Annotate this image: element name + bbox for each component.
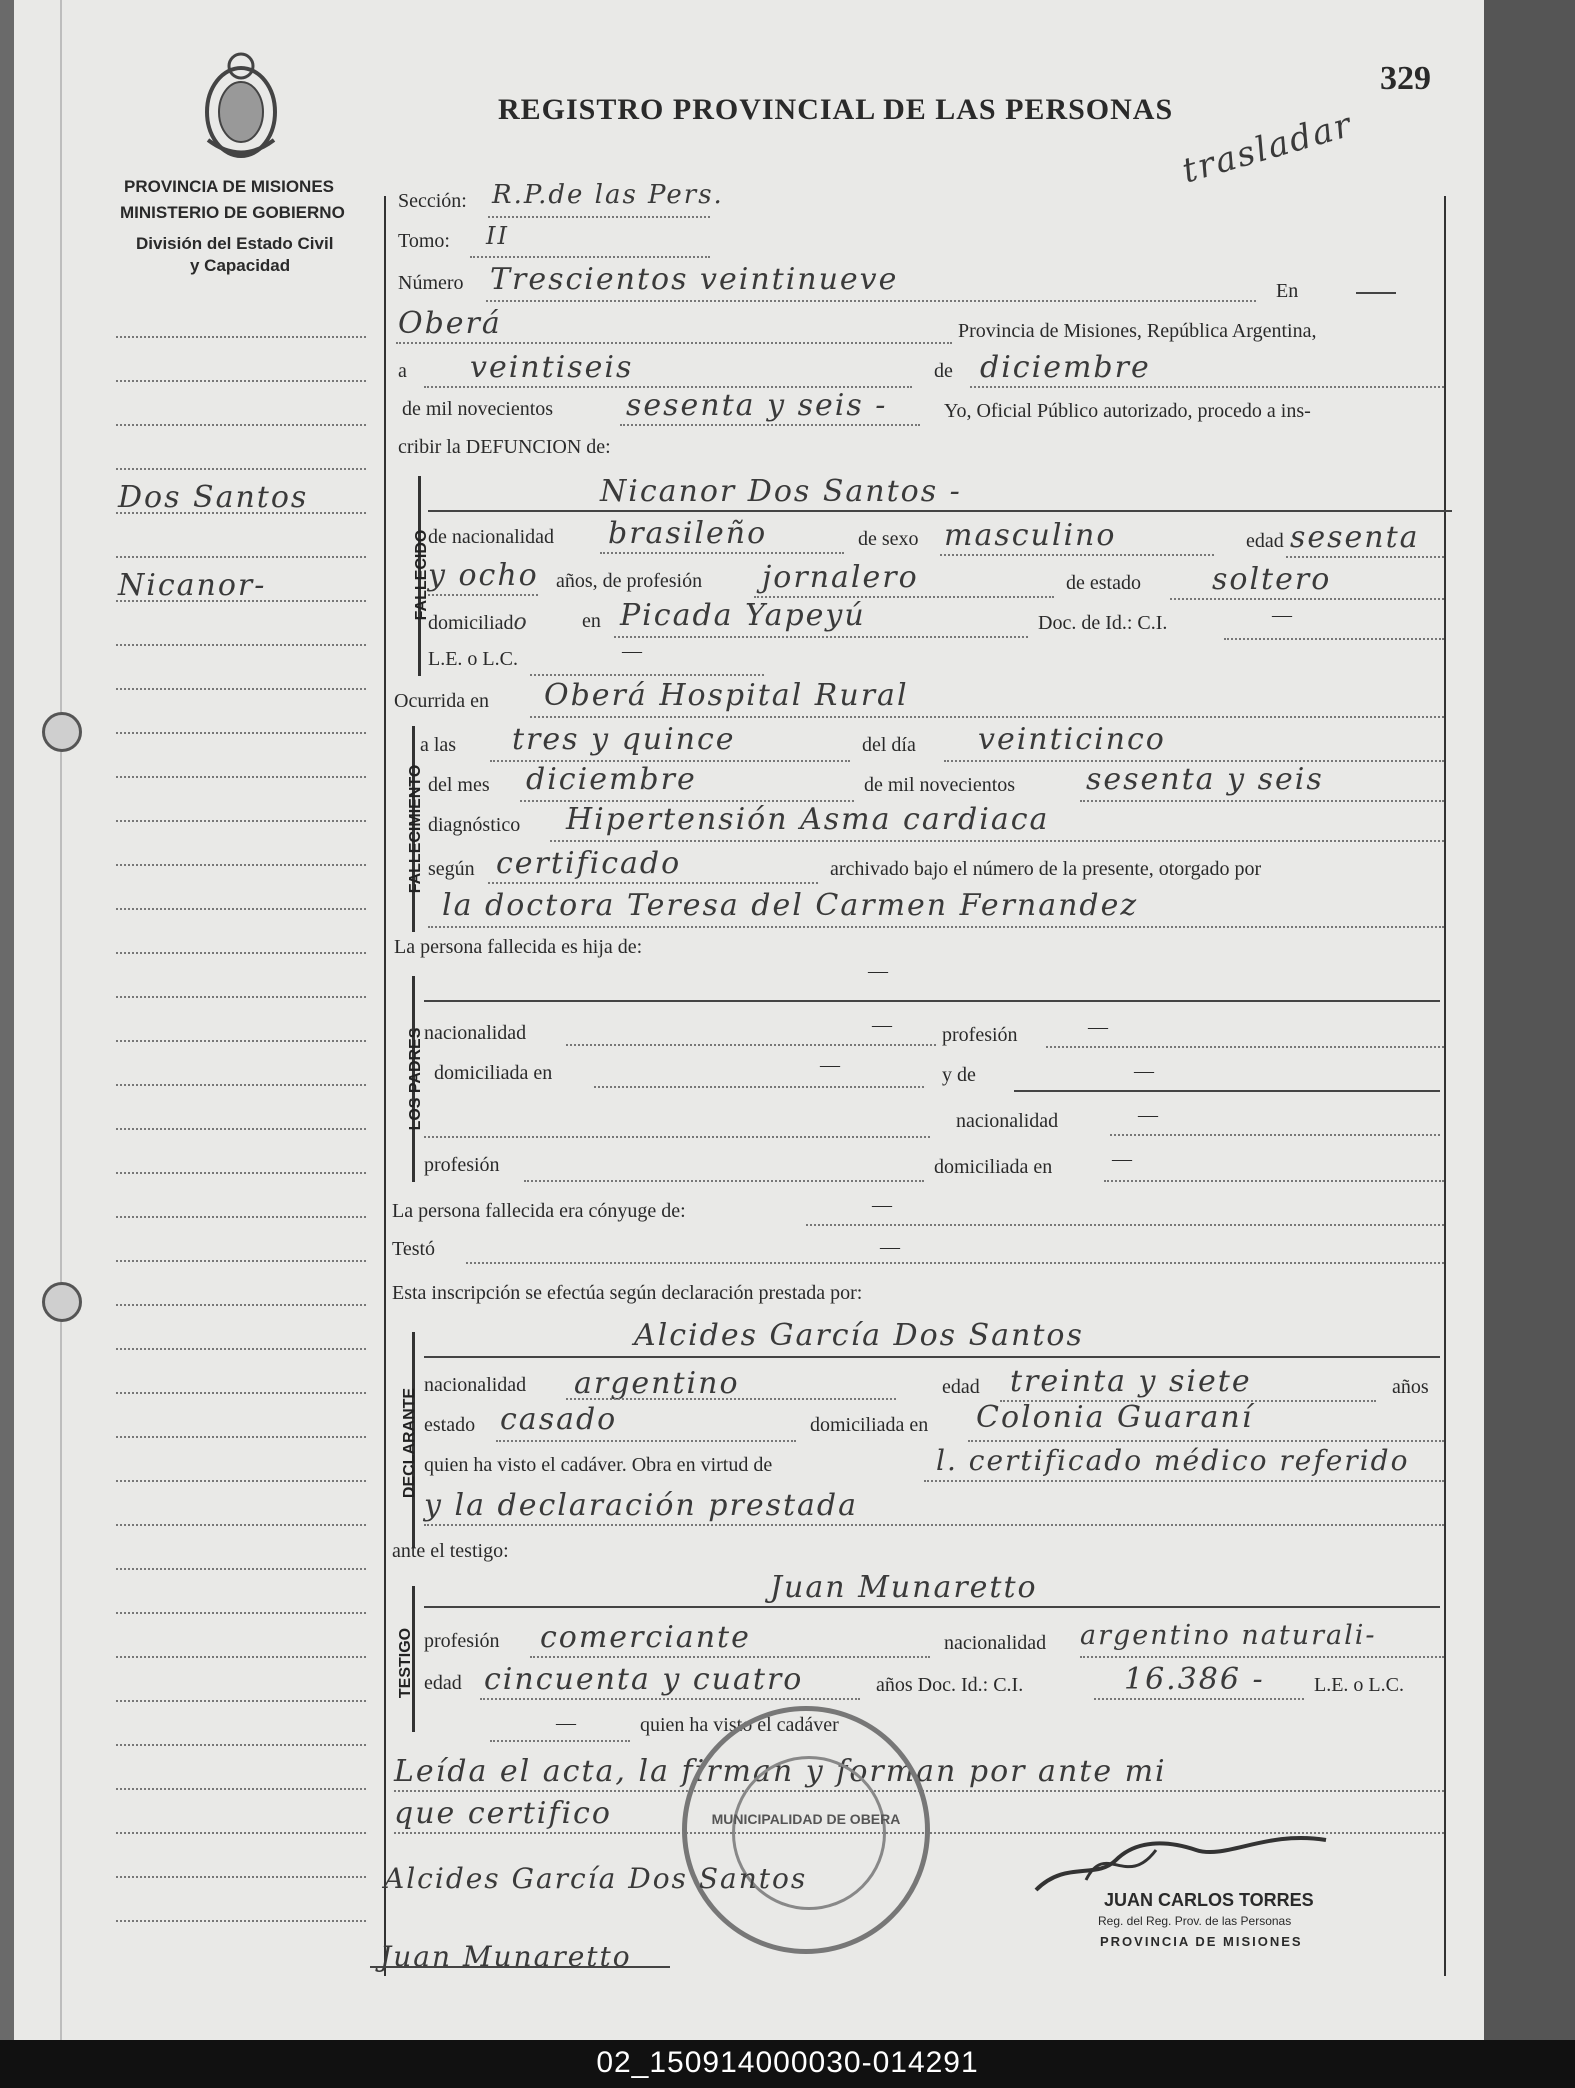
padre-profesion-dash: — <box>1088 1016 1108 1038</box>
ocurrida-line <box>530 716 1444 718</box>
conyuge-value: — <box>872 1194 892 1216</box>
declarante-obra-value: l. certificado médico referido <box>936 1444 1410 1477</box>
diagnostico-label: diagnóstico <box>428 814 521 836</box>
declarante-intro: Esta inscripción se efectúa según declaración prestada por: <box>392 1282 863 1304</box>
fallecido-edad-label: edad <box>1246 530 1284 552</box>
declarante-domicilio-line <box>968 1440 1444 1442</box>
otorgado-line <box>428 926 1444 928</box>
declarante-obra-line <box>924 1480 1444 1482</box>
testigo-profesion-line <box>530 1656 930 1658</box>
fallecido-domiciliad-suffix: o <box>513 610 529 635</box>
fallecido-estado-label: de estado <box>1066 572 1141 594</box>
padres-intro: La persona fallecida es hija de: <box>394 936 643 958</box>
binding-hole-icon <box>42 712 82 752</box>
madre-profesion-line <box>524 1180 924 1182</box>
declarante-obra-line-2 <box>424 1524 1444 1526</box>
tomo-line <box>470 256 710 258</box>
testigo-nacionalidad-label: nacionalidad <box>944 1632 1047 1654</box>
year-value: sesenta y seis - <box>626 388 888 423</box>
del-dia-label: del día <box>862 734 916 756</box>
fallecido-name: Nicanor Dos Santos - <box>600 474 962 509</box>
fallecido-le-value: — <box>622 640 642 662</box>
ministry-name: MINISTERIO DE GOBIERNO <box>120 203 345 222</box>
month-line <box>970 386 1444 388</box>
diagnostico-line <box>550 840 1444 842</box>
declarante-estado-value: casado <box>500 1402 618 1437</box>
testigo-edad-label: edad <box>424 1672 462 1694</box>
month-value: diciembre <box>980 350 1151 385</box>
fallecido-sexo-value: masculino <box>944 518 1117 553</box>
fallecido-domicilio-line <box>614 636 1028 638</box>
archivado-text: archivado bajo el número de la presente, otorgado por <box>830 858 1262 880</box>
page-title: REGISTRO PROVINCIAL DE LAS PERSONAS <box>498 93 1174 126</box>
numero-label: Número <box>398 272 464 294</box>
tomo-label: Tomo: <box>398 230 450 252</box>
declarante-obra-value-2: y la declaración prestada <box>424 1488 859 1523</box>
margin-surname: Dos Santos <box>118 480 309 515</box>
testigo-le-label: L.E. o L.C. <box>1314 1674 1404 1696</box>
declarante-estado-label: estado <box>424 1414 476 1436</box>
segun-value: certificado <box>496 846 682 881</box>
fallecido-sexo-line <box>940 554 1214 556</box>
testigo-nacionalidad-value: argentino naturali- <box>1080 1620 1377 1651</box>
declarante-name-line <box>424 1356 1440 1358</box>
mes-value: diciembre <box>526 762 697 797</box>
en-label: En <box>1276 280 1299 302</box>
fallecido-anos-profesion-label: años, de profesión <box>556 570 703 592</box>
numero-value: Trescientos veintinueve <box>490 262 899 297</box>
padre-domiciliada-label: domiciliada en <box>434 1062 553 1084</box>
closing-line-2: que certifico <box>394 1796 612 1831</box>
declarante-anos-label: años <box>1392 1376 1429 1398</box>
testigo-doc-line <box>1094 1698 1304 1700</box>
page-number: 329 <box>1380 60 1431 97</box>
year-label: de mil novecientos <box>402 398 554 420</box>
declarante-domiciliada-label: domiciliada en <box>810 1414 929 1436</box>
madre-blank-line <box>424 1136 930 1138</box>
padre-name-line <box>424 1000 1440 1002</box>
form-right-border <box>1444 196 1446 1976</box>
fallecido-domicilio-value: Picada Yapeyú <box>620 598 866 633</box>
testigo-edad-line <box>480 1698 860 1700</box>
declarante-cadaver-text: quien ha visto el cadáver. Obra en virtud de <box>424 1454 773 1476</box>
madre-domiciliada-line <box>1104 1180 1444 1182</box>
testigo-cadaver-dash: — <box>556 1712 576 1734</box>
closing-line-1: Leída el acta, la firman y forman por ante mi <box>394 1754 1167 1789</box>
testigo-section-label: TESTIGO <box>397 1627 414 1699</box>
ocurrida-value: Oberá Hospital Rural <box>544 678 909 713</box>
fallecido-doc-value: — <box>1272 604 1292 626</box>
testigo-profesion-label: profesión <box>424 1630 500 1652</box>
declarante-section-label: DECLARANTE <box>401 1387 418 1499</box>
madre-nacionalidad-dash: — <box>1138 1104 1158 1126</box>
testigo-signature-line <box>370 1966 670 1968</box>
fallecido-estado-value: soltero <box>1212 562 1332 597</box>
oficial-text: Yo, Oficial Público autorizado, procedo a ins- <box>944 400 1311 422</box>
padre-nacionalidad-line <box>566 1044 936 1046</box>
declarante-signature: Alcides García Dos Santos <box>384 1862 808 1895</box>
fallecido-edad-value: sesenta <box>1290 520 1420 555</box>
madre-nacionalidad-line <box>1110 1134 1440 1136</box>
seccion-label: Sección: <box>398 190 467 212</box>
binder-spine <box>1484 0 1575 2040</box>
madre-dash: — <box>1134 1060 1154 1082</box>
declarante-name: Alcides García Dos Santos <box>634 1318 1084 1353</box>
madre-nacionalidad-label: nacionalidad <box>956 1110 1059 1132</box>
testigo-cadaver-line <box>490 1740 630 1742</box>
padre-domiciliada-dash: — <box>820 1054 840 1076</box>
de-label: de <box>934 360 953 382</box>
declarante-domicilio-value: Colonia Guaraní <box>976 1400 1254 1435</box>
fallecido-name-line <box>428 510 1452 512</box>
file-id-caption: 02_150914000030-014291 <box>596 2046 979 2079</box>
numero-line <box>486 300 1256 302</box>
ante-testigo-label: ante el testigo: <box>392 1540 509 1562</box>
fallecido-le-label: L.E. o L.C. <box>428 648 518 670</box>
year-line <box>620 424 920 426</box>
fallecido-section-label: FALLECIDO <box>413 529 430 621</box>
province-name: PROVINCIA DE MISIONES <box>124 177 335 196</box>
del-mes-label: del mes <box>428 774 490 796</box>
margin-note: trasladar <box>1177 104 1358 192</box>
fallecido-edad-line-2 <box>428 594 538 596</box>
testigo-signature: Juan Munaretto <box>380 1940 632 1973</box>
provincia-text: Provincia de Misiones, República Argentina, <box>958 320 1317 342</box>
fallecido-doc-label: Doc. de Id.: C.I. <box>1038 612 1168 634</box>
official-name: JUAN CARLOS TORRES <box>1104 1890 1314 1910</box>
anio-value: sesenta y seis <box>1086 762 1324 797</box>
fallecido-nacionalidad-value: brasileño <box>608 516 768 551</box>
testigo-doc-label: años Doc. Id.: C.I. <box>876 1674 1024 1696</box>
fallecimiento-section-label: FALLECIMIENTO <box>407 764 424 894</box>
padre-nacionalidad-dash: — <box>872 1014 892 1036</box>
left-margin-index <box>116 0 366 2000</box>
fallecido-sexo-label: de sexo <box>858 528 919 550</box>
fallecido-doc-line <box>1224 638 1444 640</box>
declarante-nacionalidad-line <box>566 1398 896 1400</box>
padre-profesion-label: profesión <box>942 1024 1018 1046</box>
official-signature-icon <box>1026 1820 1346 1900</box>
binding-hole-icon <box>42 1282 82 1322</box>
fallecido-nacionalidad-line <box>600 552 844 554</box>
fallecido-edad-value-2: y ocho <box>428 558 539 593</box>
testigo-name: Juan Munaretto <box>770 1570 1038 1605</box>
fallecido-en-label: en <box>582 610 601 632</box>
padre-profesion-line <box>1046 1046 1444 1048</box>
declarante-nacionalidad-label: nacionalidad <box>424 1374 527 1396</box>
madre-profesion-label: profesión <box>424 1154 500 1176</box>
madre-domiciliada-label: domiciliada en <box>934 1156 1053 1178</box>
en-dash <box>1356 292 1396 294</box>
segun-line <box>488 882 818 884</box>
fallecido-domiciliad-text: domiciliad <box>428 612 514 634</box>
padres-section-label: LOS PADRES <box>407 1027 424 1131</box>
form-left-border <box>384 196 386 1976</box>
testo-value: — <box>880 1236 900 1258</box>
division-name: División del Estado Civil <box>136 234 334 253</box>
ocurrida-label: Ocurrida en <box>394 690 489 712</box>
tomo-value: II <box>486 222 509 250</box>
testigo-cadaver-text: quien ha visto el cadáver <box>640 1714 839 1736</box>
place-line <box>396 342 952 344</box>
otorgado-value: la doctora Teresa del Carmen Fernandez <box>442 888 1139 923</box>
a-las-label: a las <box>420 734 457 756</box>
inscribir-text: cribir la DEFUNCION de: <box>398 436 611 458</box>
margin-given-name: Nicanor- <box>118 568 267 603</box>
fallecido-le-line <box>530 674 764 676</box>
anio-line <box>1080 800 1444 802</box>
testigo-name-line <box>424 1606 1440 1608</box>
y-de-label: y de <box>942 1064 976 1086</box>
seal-text: MUNICIPALIDAD DE OBERA <box>711 1811 901 1827</box>
declarante-edad-value: treinta y siete <box>1010 1364 1252 1399</box>
seccion-line <box>488 216 710 218</box>
division-name-2: y Capacidad <box>190 256 291 275</box>
a-label: a <box>398 360 407 382</box>
madre-name-line <box>1014 1090 1440 1092</box>
official-seal-icon <box>682 1706 930 1954</box>
padre-nacionalidad-label: nacionalidad <box>424 1022 527 1044</box>
official-title: Reg. del Reg. Prov. de las Personas <box>1098 1914 1292 1928</box>
official-province: PROVINCIA DE MISIONES <box>1100 1934 1303 1949</box>
testo-label: Testó <box>392 1238 436 1260</box>
fallecido-edad-line <box>1286 556 1444 558</box>
day-value: veintiseis <box>470 350 634 385</box>
madre-domiciliada-dash: — <box>1112 1148 1132 1170</box>
conyuge-line <box>806 1224 1444 1226</box>
testigo-edad-value: cincuenta y cuatro <box>484 1662 804 1697</box>
seccion-value: R.P.de las Pers. <box>492 180 724 210</box>
padres-dash-1: — <box>868 960 888 982</box>
declarante-edad-label: edad <box>942 1376 980 1398</box>
place-value: Oberá <box>398 306 502 341</box>
testo-line <box>466 1262 1444 1264</box>
declarante-nacionalidad-value: argentino <box>574 1366 740 1401</box>
diagnostico-value: Hipertensión Asma cardiaca <box>566 802 1050 837</box>
declarante-estado-line <box>496 1440 796 1442</box>
fallecido-estado-line <box>1170 598 1444 600</box>
fallecido-profesion-value: jornalero <box>762 560 919 595</box>
testigo-nacionalidad-line <box>1080 1656 1444 1658</box>
testigo-doc-value: 16.386 - <box>1124 1662 1265 1697</box>
dia-value: veinticinco <box>978 722 1166 757</box>
testigo-profesion-value: comerciante <box>540 1620 751 1655</box>
conyuge-label: La persona fallecida era cónyuge de: <box>392 1200 686 1222</box>
fallecido-domiciliad-label <box>428 610 529 635</box>
fallecido-nacionalidad-label: de nacionalidad <box>428 526 555 548</box>
hora-value: tres y quince <box>512 722 736 757</box>
page-gutter <box>60 0 62 2040</box>
mil-label: de mil novecientos <box>864 774 1016 796</box>
padre-domiciliada-line <box>594 1086 924 1088</box>
segun-label: según <box>428 858 475 880</box>
